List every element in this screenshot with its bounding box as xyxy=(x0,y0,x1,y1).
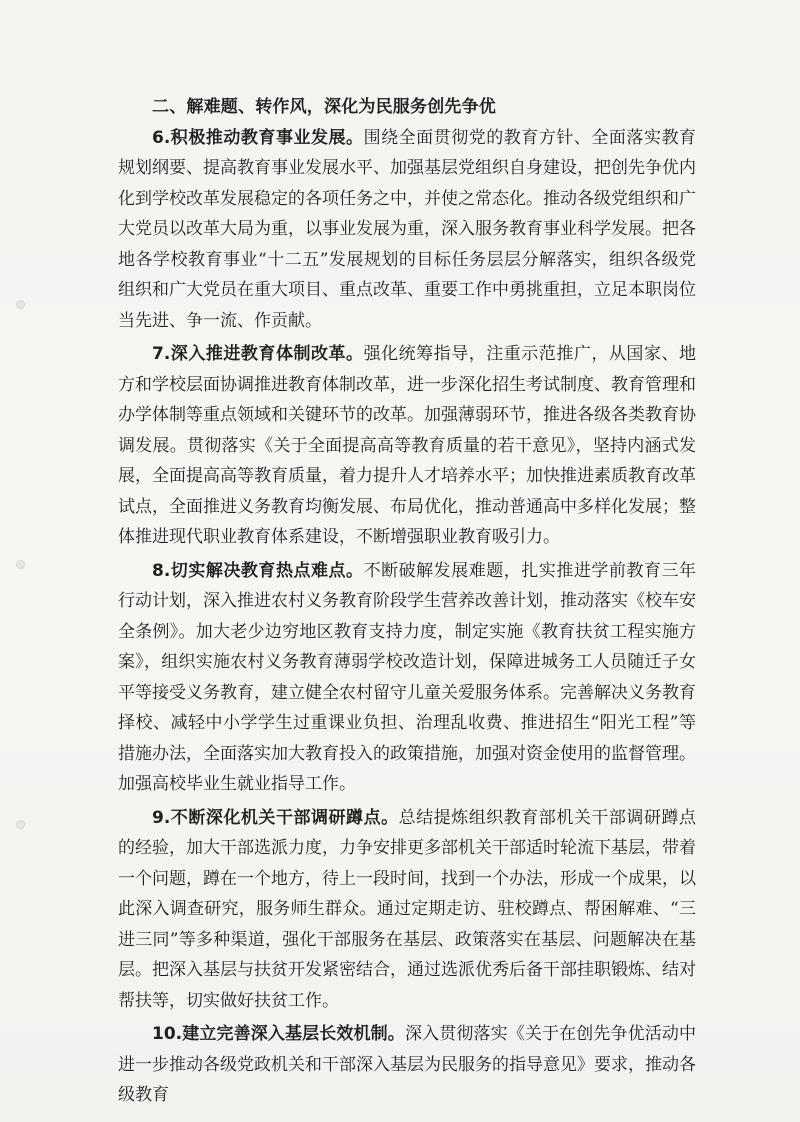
section-heading: 二、解难题、转作风，深化为民服务创先争优 xyxy=(152,97,496,117)
paragraph-7 xyxy=(118,339,696,553)
paragraph-10 xyxy=(118,1019,696,1111)
paragraph-text: 不断破解发展难题，扎实推进学前教育三年行动计划，深入推进农村义务教育阶段学生营养改善计划，推动落实《校车安全条例》。加大老少边穷地区教育支持力度，制定实施《教育扶贫工程实施方案》，组织实施农村义务教育薄弱学校改造计划，保障进城务工人员随迁子女平等接受义务教育，建立健全农村留守儿童关爱服务体系。完善解决义务教育择校、减轻中小学学生过重课业负担、治理乱收费、推进招生“阳光工程”等措施办法，全面落实加大教育投入的政策措施，加强对资金使用的监督管理。加强高校毕业生就业指导工作。 xyxy=(118,560,696,794)
paragraph-lead: 7.深入推进教育体制改革。 xyxy=(152,344,364,364)
paragraph-8 xyxy=(118,556,696,800)
paragraph-lead: 8.切实解决教育热点难点。 xyxy=(152,560,364,581)
binding-hole xyxy=(16,560,25,569)
paragraph-lead: 10.建立完善深入基层长效机制。 xyxy=(152,1024,405,1044)
paragraph-text: 强化统筹指导，注重示范推广，从国家、地方和学校层面协调推进教育体制改革，进一步深化招生考试制度、教育管理和办学体制等重点领域和关键环节的改革。加强薄弱环节，推进各级各类教育协调发展。贯彻落实《关于全面提高高等教育质量的若干意见》，坚持内涵式发展，全面提高高等教育质量，着力提升人才培养水平；加快推进素质教育改革试点，全面推进义务教育均衡发展、布局优化，推动普通高中多样化发展；整体推进现代职业教育体系建设，不断增强职业教育吸引力。 xyxy=(118,344,696,547)
binding-hole xyxy=(16,820,25,829)
paragraph-text: 深入贯彻落实《关于在创先争优活动中进一步推动各级党政机关和干部深入基层为民服务的指导意见》要求，推动各级教育 xyxy=(118,1024,697,1105)
paragraph-9 xyxy=(118,803,696,1017)
paragraph-lead: 6.积极推动教育事业发展。 xyxy=(152,127,364,148)
binding-hole xyxy=(16,300,25,309)
paragraph-text: 围绕全面贯彻党的教育方针、全面落实教育规划纲要、提高教育事业发展水平、加强基层党组织自身建设，把创先争优内化到学校改革发展稳定的各项任务之中，并使之常态化。推动各级党组织和广大党员以改革大局为重，以事业发展为重，深入服务教育事业科学发展。把各地各学校教育事业“十二五”发展规划的目标任务层层分解落实，组织各级党组织和广大党员在重大项目、重点改革、重要工作中勇挑重担，立足本职岗位当先进、争一流、作贡献。 xyxy=(118,127,696,331)
paragraph-6 xyxy=(118,123,696,337)
paragraph-lead: 9.不断深化机关干部调研蹲点。 xyxy=(152,807,399,828)
document-body xyxy=(118,92,696,1111)
paragraph-text: 总结提炼组织教育部机关干部调研蹲点的经验，加大干部选派力度，力争安排更多部机关干部适时轮流下基层，带着一个问题，蹲在一个地方，待上一段时间，找到一个办法，形成一个成果，以此深入调查研究，服务师生群众。通过定期走访、驻校蹲点、帮困解难、“三进三同”等多种渠道，强化干部服务在基层、政策落实在基层、问题解决在基层。把深入基层与扶贫开发紧密结合，通过选派优秀后备干部挂职锻炼、结对帮扶等，切实做好扶贫工作。 xyxy=(118,807,696,1011)
